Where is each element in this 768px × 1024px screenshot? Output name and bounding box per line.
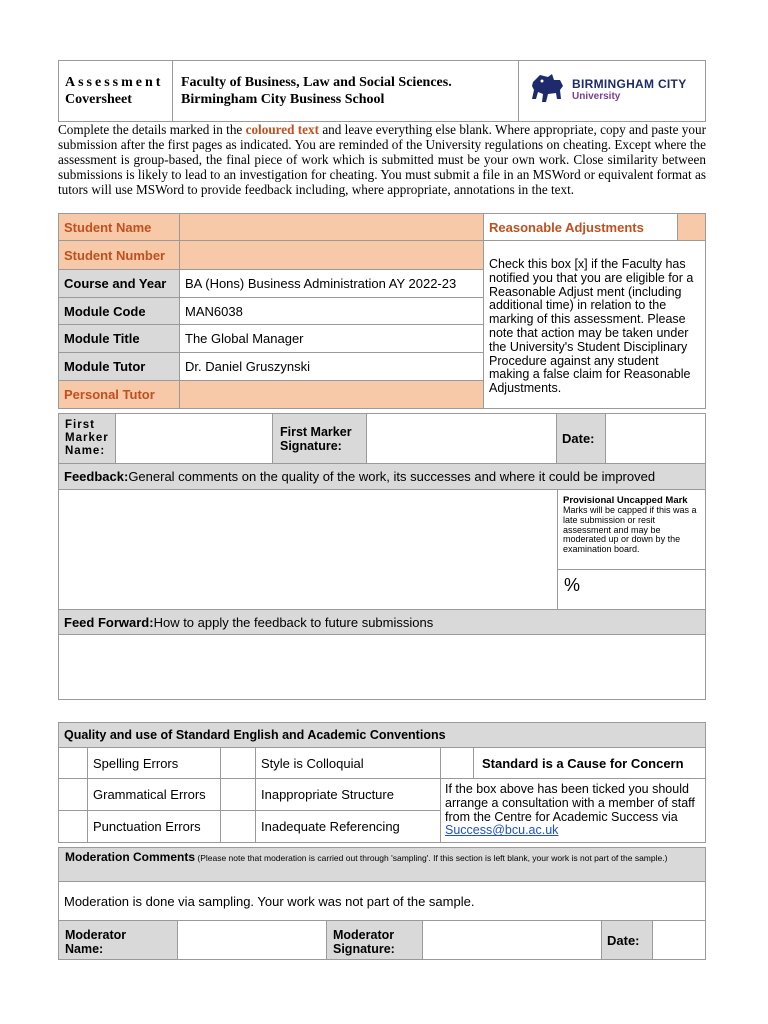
punctuation-errors-label: Punctuation Errors [87,810,221,843]
course-label: Course and Year [58,269,180,298]
colloquial-label: Style is Colloquial [255,747,441,779]
moderation-statement: Moderation is done via sampling. Your work was not part of the sample. [58,881,706,921]
quality-header: Quality and use of Standard English and Academic Conventions [58,722,706,748]
punctuation-checkbox[interactable] [58,810,88,843]
personal-tutor-label: Personal Tutor [58,380,180,409]
module-code-label: Module Code [58,297,180,325]
module-title-label: Module Title [58,324,180,353]
colloquial-checkbox[interactable] [220,747,256,779]
module-tutor-label: Module Tutor [58,352,180,381]
structure-checkbox[interactable] [220,778,256,811]
coloured-text: coloured text [245,122,319,137]
lion-logo-icon [530,72,566,106]
provisional-mark-box: Provisional Uncapped Mark Marks will be capped if this was a late submission or resit assessment and may be moderated up or down by the examination board. [557,489,706,570]
grammatical-errors-label: Grammatical Errors [87,778,221,811]
faculty-title: Faculty of Business, Law and Social Sciences. Birmingham City Business School [181,75,452,107]
moderator-date-field[interactable] [652,920,706,960]
reasonable-adjustments-text: Check this box [x] if the Faculty has notified you that you are eligible for a Reasonable Adjust ment (including additional time) in relation to the marking of this assessment. Please note that action may be taken under the University's Student Disciplinary Procedure against any student making a false claim for Reasonable Adjustments. [489,257,694,396]
module-code-value: MAN6038 [179,297,484,325]
feed-forward-header: Feed Forward: How to apply the feedback to future submissions [58,609,706,635]
cause-for-concern-label: Standard is a Cause for Concern [473,747,706,779]
student-name-label: Student Name [58,213,180,241]
module-tutor-value: Dr. Daniel Gruszynski [179,352,484,381]
first-marker-date-label: Date: [556,413,606,464]
reasonable-adjustments-title: Reasonable Adjustments [483,213,678,241]
reasonable-adjustments-checkbox[interactable] [677,213,706,241]
feedback-area[interactable] [58,489,558,610]
moderator-name-field[interactable] [177,920,327,960]
moderation-header: Moderation Comments (Please note that moderation is carried out through 'sampling'. If this section is left blank, your work is not part of the sample.) [58,847,706,882]
first-marker-date-field[interactable] [605,413,706,464]
module-title-value: The Global Manager [179,324,484,353]
university-logo [530,72,700,108]
moderator-signature-field[interactable] [422,920,602,960]
concern-info: If the box above has been ticked you should arrange a consultation with a member of staff from the Centre for Academic Success via Success@bcu.ac.uk [440,778,706,843]
course-value: BA (Hons) Business Administration AY 2022-23 [179,269,484,298]
moderator-date-label: Date: [601,920,653,960]
moderator-name-label: Moderator Name: [58,920,178,960]
moderator-signature-label: Moderator Signature: [326,920,423,960]
header-divider-1 [172,60,173,122]
intro-paragraph: Complete the details marked in the coloured text and leave everything else blank. Where appropriate, copy and paste your submission after the first pages as indicated. You are reminded of the University regulations on cheating. Except where the assessment is group-based, the final piece of work which is submitted must be your own work. Close similarity between submissions is likely to lead to an investigation for cheating. You must submit a file in an MSWord or equivalent format as tutors will use MSWord to provide feedback including, where appropriate, annotations in the text. [58,122,706,197]
feedback-header: Feedback: General comments on the quality of the work, its successes and where it could be improved [58,463,706,490]
student-number-field[interactable] [179,240,484,270]
provisional-mark-field[interactable]: % [557,569,706,610]
first-marker-signature-label: First Marker Signature: [272,413,367,464]
first-marker-signature-field[interactable] [366,413,557,464]
feed-forward-area[interactable] [58,634,706,700]
referencing-label: Inadequate Referencing [255,810,441,843]
coversheet-title: Assessment Coversheet [65,75,164,107]
structure-label: Inappropriate Structure [255,778,441,811]
logo-text: BIRMINGHAM CITY University [572,77,687,102]
personal-tutor-field[interactable] [179,380,484,409]
first-marker-name-label: First Marker Name: [58,413,116,464]
cause-for-concern-checkbox[interactable] [440,747,474,779]
first-marker-name-field[interactable] [115,413,273,464]
student-number-label: Student Number [58,240,180,270]
spelling-errors-label: Spelling Errors [87,747,221,779]
grammatical-checkbox[interactable] [58,778,88,811]
spelling-checkbox[interactable] [58,747,88,779]
referencing-checkbox[interactable] [220,810,256,843]
student-name-field[interactable] [179,213,484,241]
header-divider-2 [518,60,519,122]
success-email-link[interactable]: Success@bcu.ac.uk [445,823,559,838]
